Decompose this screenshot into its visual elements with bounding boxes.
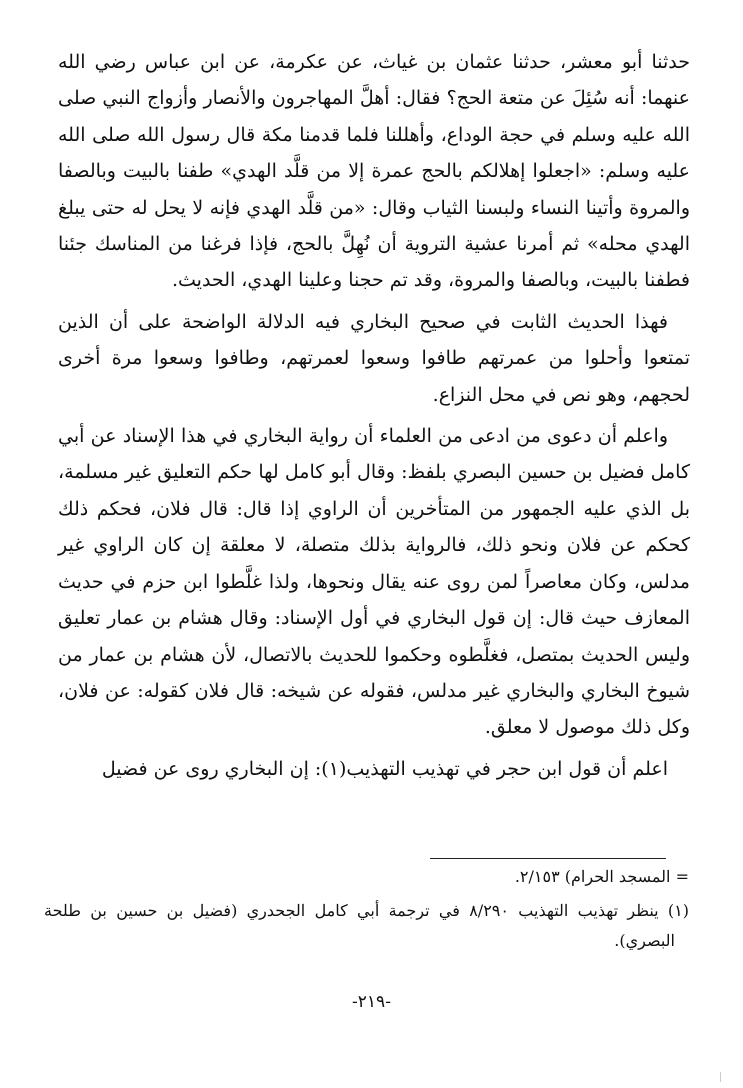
main-text-body — [58, 44, 690, 792]
footnote-continuation: = المسجد الحرام) ٢/١٥٣. — [514, 867, 689, 886]
footnotes-section — [44, 862, 689, 956]
paragraph-bukhari-evidence: فهذا الحديث الثابت في صحيح البخاري فيه الدلالة الواضحة على أن الذين تمتعوا وأحلوا من عمرتهم طافوا وسعوا لعمرتهم، وطافوا وسعوا مرة أخرى لحجهم، وهو نص في محل النزاع. — [58, 310, 690, 406]
footnote-separator — [430, 858, 666, 859]
footnote-1: (١) ينظر تهذيب التهذيب ٨/٢٩٠ في ترجمة أبي كامل الجحدري (فضيل بن حسين بن طلحة البصري). — [44, 901, 690, 950]
page-number: -٢١٩- — [352, 992, 391, 1012]
paragraph-isnad-discussion: واعلم أن دعوى من ادعى من العلماء أن رواية البخاري في هذا الإسناد عن أبي كامل فضيل بن حسين البصري بلفظ: وقال أبو كامل لها حكم التعليق غير مسلمة، بل الذي عليه الجمهور من المتأخرين أن الراوي إذا قال: قال فلان، فحكم ذلك كحكم عن فلان ونحو ذلك، فالرواية بذلك متصلة، لا معلقة إن كان الراوي غير مدلس، وكان معاصراً لمن روى عنه يقال ونحوها، ولذا غلَّطوا ابن حزم في حديث المعازف حيث قال: إن قول البخاري في أول الإسناد: وقال هشام بن عمار تعليق وليس الحديث بمتصل، فغلَّطوه وحكموا للحديث بالاتصال، لأن هشام بن عمار من شيوخ البخاري والبخاري غير مدلس، فقوله عن شيخه: قال فلان كقوله: عن فلان، وكل ذلك موصول لا معلق. — [58, 425, 690, 739]
paragraph-hadith-narration: حدثنا أبو معشر، حدثنا عثمان بن غياث، عن عكرمة، عن ابن عباس رضي الله عنهما: أنه سُئِلَ عن متعة الحج؟ فقال: أهلَّ المهاجرون والأنصار وأزواج النبي صلى الله عليه وسلم في حجة الوداع، وأهللنا فلما قدمنا مكة قال رسول الله صلى الله عليه وسلم: «اجعلوا إهلالكم بالحج عمرة إلا من قلَّد الهدي» طفنا بالبيت وبالصفا والمروة وأتينا النساء ولبسنا الثياب وقال: «من قلَّد الهدي فإنه لا يحل له حتى يبلغ الهدي محله» ثم أمرنا عشية التروية أن نُهِلَّ بالحج، فإذا فرغنا من المناسك جئنا فطفنا بالبيت، وبالصفا والمروة، وقد تم حجنا وعلينا الهدي، الحديث. — [58, 51, 690, 292]
paragraph-ibn-hajar-quote: اعلم أن قول ابن حجر في تهذيب التهذيب(١): إن البخاري روى عن فضيل — [101, 757, 668, 780]
scan-edge-mark — [720, 1072, 721, 1082]
